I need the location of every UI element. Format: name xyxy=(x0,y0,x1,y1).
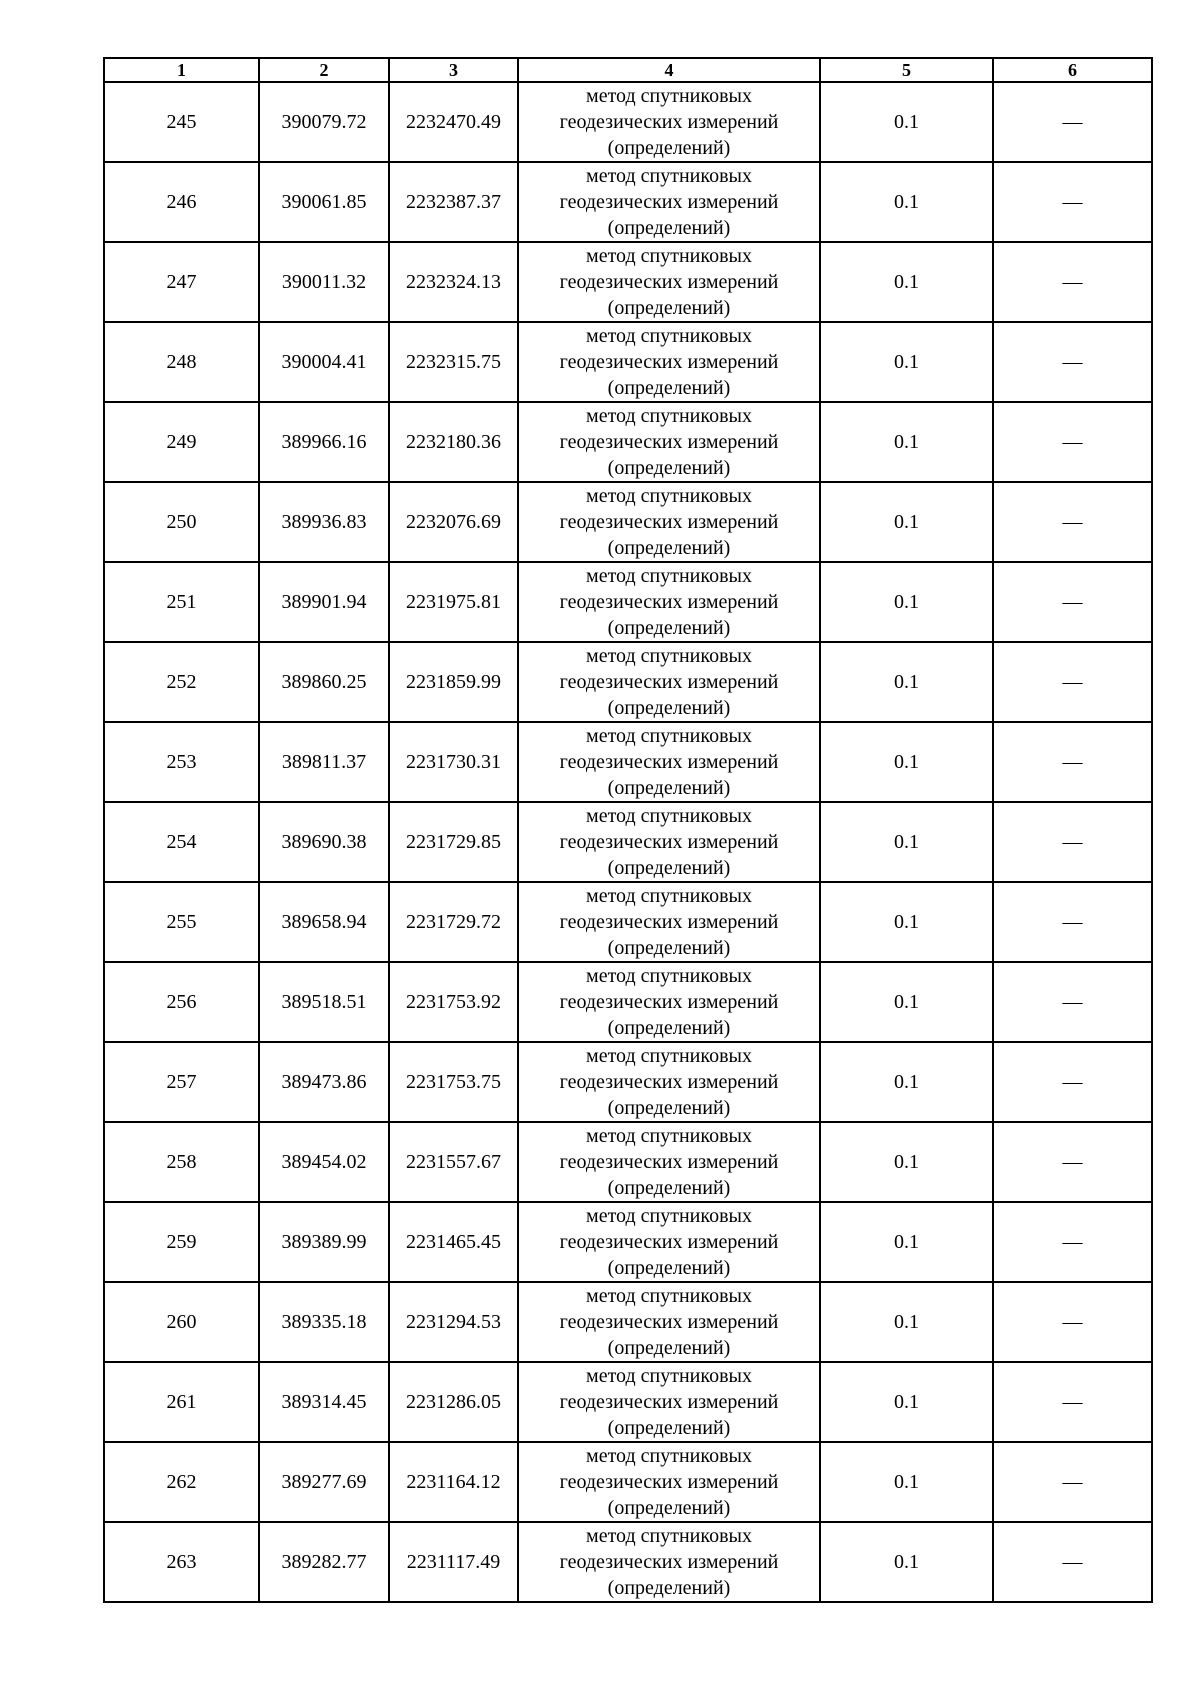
y-coordinate-cell: 2231557.67 xyxy=(389,1122,518,1202)
table-row xyxy=(104,242,1152,322)
accuracy-cell: 0.1 xyxy=(820,1122,993,1202)
method-cell xyxy=(518,1042,820,1122)
method-cell xyxy=(518,1522,820,1602)
method-line: (определений) xyxy=(607,217,731,239)
method-line: метод спутниковых xyxy=(586,965,752,987)
table-row xyxy=(104,162,1152,242)
method-cell xyxy=(518,802,820,882)
method-line: метод спутниковых xyxy=(586,325,752,347)
y-coordinate-cell: 2231753.92 xyxy=(389,962,518,1042)
method-cell xyxy=(518,722,820,802)
method-line: метод спутниковых xyxy=(586,1525,752,1547)
point-number-cell: 260 xyxy=(104,1282,259,1362)
method-line: геодезических измерений xyxy=(559,671,779,693)
accuracy-cell: 0.1 xyxy=(820,802,993,882)
table-row xyxy=(104,562,1152,642)
method-line: метод спутниковых xyxy=(586,1045,752,1067)
y-coordinate-cell: 2231294.53 xyxy=(389,1282,518,1362)
method-line: геодезических измерений xyxy=(559,511,779,533)
column-header-3: 3 xyxy=(389,58,518,82)
method-line: геодезических измерений xyxy=(559,911,779,933)
method-line: (определений) xyxy=(607,1257,731,1279)
table-row xyxy=(104,882,1152,962)
point-number-cell: 252 xyxy=(104,642,259,722)
note-cell: — xyxy=(993,722,1152,802)
point-number-cell: 262 xyxy=(104,1442,259,1522)
table-header-row xyxy=(104,58,1152,82)
method-cell xyxy=(518,962,820,1042)
y-coordinate-cell: 2231729.72 xyxy=(389,882,518,962)
note-cell: — xyxy=(993,1522,1152,1602)
point-number-cell: 254 xyxy=(104,802,259,882)
method-line: метод спутниковых xyxy=(586,85,752,107)
point-number-cell: 245 xyxy=(104,82,259,162)
method-cell xyxy=(518,162,820,242)
method-line: метод спутниковых xyxy=(586,885,752,907)
note-cell: — xyxy=(993,82,1152,162)
method-line: (определений) xyxy=(607,1337,731,1359)
method-line: геодезических измерений xyxy=(559,1551,779,1573)
point-number-cell: 249 xyxy=(104,402,259,482)
note-cell: — xyxy=(993,162,1152,242)
method-line: (определений) xyxy=(607,1497,731,1519)
accuracy-cell: 0.1 xyxy=(820,1362,993,1442)
x-coordinate-cell: 389860.25 xyxy=(259,642,389,722)
method-line: метод спутниковых xyxy=(586,1365,752,1387)
method-line: (определений) xyxy=(607,537,731,559)
table-row xyxy=(104,1362,1152,1442)
column-header-1: 1 xyxy=(104,58,259,82)
x-coordinate-cell: 390061.85 xyxy=(259,162,389,242)
y-coordinate-cell: 2232387.37 xyxy=(389,162,518,242)
x-coordinate-cell: 390011.32 xyxy=(259,242,389,322)
method-line: геодезических измерений xyxy=(559,111,779,133)
y-coordinate-cell: 2231286.05 xyxy=(389,1362,518,1442)
point-number-cell: 250 xyxy=(104,482,259,562)
column-header-6: 6 xyxy=(993,58,1152,82)
y-coordinate-cell: 2232470.49 xyxy=(389,82,518,162)
table-row xyxy=(104,1442,1152,1522)
accuracy-cell: 0.1 xyxy=(820,1202,993,1282)
accuracy-cell: 0.1 xyxy=(820,962,993,1042)
method-line: геодезических измерений xyxy=(559,1311,779,1333)
method-line: геодезических измерений xyxy=(559,991,779,1013)
accuracy-cell: 0.1 xyxy=(820,482,993,562)
note-cell: — xyxy=(993,1122,1152,1202)
y-coordinate-cell: 2232315.75 xyxy=(389,322,518,402)
point-number-cell: 248 xyxy=(104,322,259,402)
table-row xyxy=(104,1202,1152,1282)
method-line: (определений) xyxy=(607,1097,731,1119)
method-line: (определений) xyxy=(607,617,731,639)
method-line: (определений) xyxy=(607,297,731,319)
point-number-cell: 251 xyxy=(104,562,259,642)
method-line: геодезических измерений xyxy=(559,271,779,293)
table-row xyxy=(104,962,1152,1042)
method-cell xyxy=(518,242,820,322)
point-number-cell: 256 xyxy=(104,962,259,1042)
y-coordinate-cell: 2232076.69 xyxy=(389,482,518,562)
method-cell xyxy=(518,82,820,162)
note-cell: — xyxy=(993,802,1152,882)
x-coordinate-cell: 390004.41 xyxy=(259,322,389,402)
accuracy-cell: 0.1 xyxy=(820,1522,993,1602)
x-coordinate-cell: 389811.37 xyxy=(259,722,389,802)
table-row xyxy=(104,482,1152,562)
method-line: метод спутниковых xyxy=(586,1285,752,1307)
y-coordinate-cell: 2231730.31 xyxy=(389,722,518,802)
method-line: геодезических измерений xyxy=(559,431,779,453)
note-cell: — xyxy=(993,1282,1152,1362)
y-coordinate-cell: 2231164.12 xyxy=(389,1442,518,1522)
method-line: (определений) xyxy=(607,697,731,719)
x-coordinate-cell: 389335.18 xyxy=(259,1282,389,1362)
method-line: метод спутниковых xyxy=(586,725,752,747)
x-coordinate-cell: 389282.77 xyxy=(259,1522,389,1602)
note-cell: — xyxy=(993,1362,1152,1442)
table-row xyxy=(104,1042,1152,1122)
x-coordinate-cell: 389518.51 xyxy=(259,962,389,1042)
method-line: геодезических измерений xyxy=(559,351,779,373)
method-line: метод спутниковых xyxy=(586,565,752,587)
method-line: (определений) xyxy=(607,937,731,959)
x-coordinate-cell: 389936.83 xyxy=(259,482,389,562)
y-coordinate-cell: 2231859.99 xyxy=(389,642,518,722)
method-cell xyxy=(518,1362,820,1442)
note-cell: — xyxy=(993,642,1152,722)
method-line: (определений) xyxy=(607,777,731,799)
method-line: геодезических измерений xyxy=(559,1231,779,1253)
method-line: (определений) xyxy=(607,1177,731,1199)
method-line: геодезических измерений xyxy=(559,831,779,853)
method-line: геодезических измерений xyxy=(559,191,779,213)
point-number-cell: 261 xyxy=(104,1362,259,1442)
method-line: метод спутниковых xyxy=(586,1125,752,1147)
method-line: геодезических измерений xyxy=(559,1071,779,1093)
accuracy-cell: 0.1 xyxy=(820,1442,993,1522)
method-line: метод спутниковых xyxy=(586,805,752,827)
method-line: (определений) xyxy=(607,137,731,159)
table-row xyxy=(104,642,1152,722)
note-cell: — xyxy=(993,242,1152,322)
table-body xyxy=(104,82,1152,1602)
x-coordinate-cell: 389314.45 xyxy=(259,1362,389,1442)
point-number-cell: 263 xyxy=(104,1522,259,1602)
coordinates-table xyxy=(103,57,1153,1603)
y-coordinate-cell: 2232324.13 xyxy=(389,242,518,322)
method-line: метод спутниковых xyxy=(586,165,752,187)
note-cell: — xyxy=(993,1442,1152,1522)
method-line: метод спутниковых xyxy=(586,1445,752,1467)
column-header-4: 4 xyxy=(518,58,820,82)
method-cell xyxy=(518,642,820,722)
table-row xyxy=(104,1122,1152,1202)
table-row xyxy=(104,82,1152,162)
note-cell: — xyxy=(993,402,1152,482)
x-coordinate-cell: 389901.94 xyxy=(259,562,389,642)
note-cell: — xyxy=(993,1202,1152,1282)
accuracy-cell: 0.1 xyxy=(820,642,993,722)
method-line: (определений) xyxy=(607,857,731,879)
x-coordinate-cell: 389966.16 xyxy=(259,402,389,482)
accuracy-cell: 0.1 xyxy=(820,882,993,962)
table-row xyxy=(104,722,1152,802)
method-line: метод спутниковых xyxy=(586,645,752,667)
note-cell: — xyxy=(993,562,1152,642)
method-cell xyxy=(518,1282,820,1362)
table-row xyxy=(104,1522,1152,1602)
point-number-cell: 257 xyxy=(104,1042,259,1122)
x-coordinate-cell: 389658.94 xyxy=(259,882,389,962)
table-row xyxy=(104,402,1152,482)
method-line: метод спутниковых xyxy=(586,405,752,427)
x-coordinate-cell: 389454.02 xyxy=(259,1122,389,1202)
table-row xyxy=(104,1282,1152,1362)
y-coordinate-cell: 2231465.45 xyxy=(389,1202,518,1282)
point-number-cell: 246 xyxy=(104,162,259,242)
coordinates-sheet xyxy=(103,57,1151,1603)
method-line: (определений) xyxy=(607,1017,731,1039)
note-cell: — xyxy=(993,482,1152,562)
method-line: (определений) xyxy=(607,457,731,479)
method-cell xyxy=(518,322,820,402)
method-line: геодезических измерений xyxy=(559,751,779,773)
accuracy-cell: 0.1 xyxy=(820,82,993,162)
accuracy-cell: 0.1 xyxy=(820,402,993,482)
point-number-cell: 259 xyxy=(104,1202,259,1282)
method-line: (определений) xyxy=(607,1577,731,1599)
accuracy-cell: 0.1 xyxy=(820,242,993,322)
column-header-5: 5 xyxy=(820,58,993,82)
method-cell xyxy=(518,1202,820,1282)
method-line: метод спутниковых xyxy=(586,1205,752,1227)
x-coordinate-cell: 389389.99 xyxy=(259,1202,389,1282)
y-coordinate-cell: 2232180.36 xyxy=(389,402,518,482)
method-line: геодезических измерений xyxy=(559,1151,779,1173)
x-coordinate-cell: 389473.86 xyxy=(259,1042,389,1122)
note-cell: — xyxy=(993,1042,1152,1122)
note-cell: — xyxy=(993,962,1152,1042)
method-cell xyxy=(518,1122,820,1202)
method-line: геодезических измерений xyxy=(559,1471,779,1493)
accuracy-cell: 0.1 xyxy=(820,322,993,402)
method-cell xyxy=(518,402,820,482)
point-number-cell: 258 xyxy=(104,1122,259,1202)
note-cell: — xyxy=(993,322,1152,402)
method-line: метод спутниковых xyxy=(586,485,752,507)
method-line: геодезических измерений xyxy=(559,1391,779,1413)
accuracy-cell: 0.1 xyxy=(820,1282,993,1362)
point-number-cell: 253 xyxy=(104,722,259,802)
accuracy-cell: 0.1 xyxy=(820,1042,993,1122)
y-coordinate-cell: 2231117.49 xyxy=(389,1522,518,1602)
y-coordinate-cell: 2231729.85 xyxy=(389,802,518,882)
method-cell xyxy=(518,882,820,962)
x-coordinate-cell: 390079.72 xyxy=(259,82,389,162)
method-line: метод спутниковых xyxy=(586,245,752,267)
method-cell xyxy=(518,482,820,562)
column-header-2: 2 xyxy=(259,58,389,82)
y-coordinate-cell: 2231975.81 xyxy=(389,562,518,642)
method-cell xyxy=(518,1442,820,1522)
method-cell xyxy=(518,562,820,642)
table-row xyxy=(104,322,1152,402)
accuracy-cell: 0.1 xyxy=(820,162,993,242)
accuracy-cell: 0.1 xyxy=(820,722,993,802)
y-coordinate-cell: 2231753.75 xyxy=(389,1042,518,1122)
method-line: геодезических измерений xyxy=(559,591,779,613)
table-row xyxy=(104,802,1152,882)
point-number-cell: 247 xyxy=(104,242,259,322)
x-coordinate-cell: 389277.69 xyxy=(259,1442,389,1522)
x-coordinate-cell: 389690.38 xyxy=(259,802,389,882)
note-cell: — xyxy=(993,882,1152,962)
accuracy-cell: 0.1 xyxy=(820,562,993,642)
method-line: (определений) xyxy=(607,1417,731,1439)
method-line: (определений) xyxy=(607,377,731,399)
point-number-cell: 255 xyxy=(104,882,259,962)
